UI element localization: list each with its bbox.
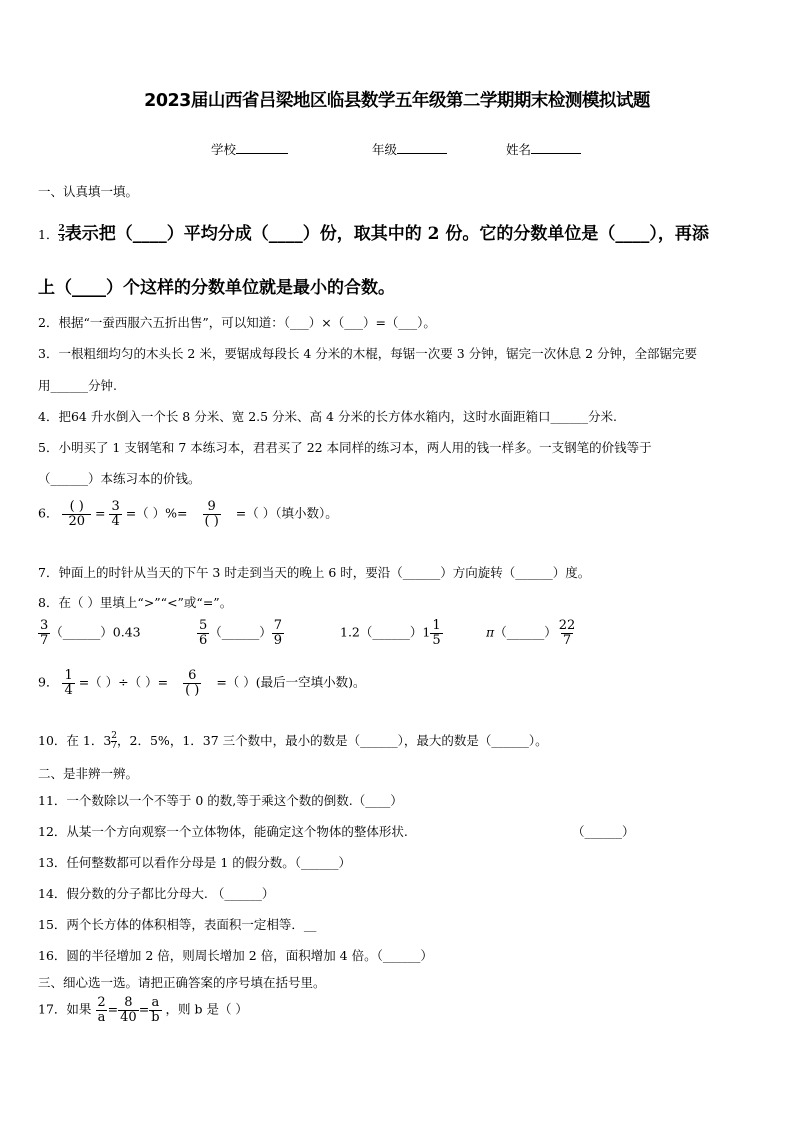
grade-blank[interactable] [397, 140, 447, 154]
question-1-line-1: 1． $\frac{2}{3}$ 表示把（____）平均分成（____）份，取其中的 2 份。它的分数单位是（____），再添 [38, 224, 709, 244]
question-4: 4．把64 升水倒入一个长 8 分米、宽 2.5 分米、高 4 分米的长方体水箱内，这时水面距箱口______分米. [38, 409, 617, 424]
school-blank[interactable] [236, 140, 288, 154]
section-1-heading: 一、认真填一填。 [38, 184, 139, 199]
question-12-answer: （______） [572, 824, 635, 839]
q8-item-c: 1.2（______）1 $\frac{1}{5}$ [340, 618, 441, 648]
repeating-decimal-fraction: $\frac{2}{7}$ [111, 731, 118, 751]
question-17: 17．如果 $\frac{2}{a}$ = $\frac{8}{40}$ = $\frac{a}{b}$ ，则 b 是（ ） [38, 995, 248, 1025]
question-16: 16．圆的半径增加 2 倍，则周长增加 2 倍，面积增加 4 倍。（______） [38, 948, 433, 963]
q8-item-b: $\frac{5}{6}$ （______） $\frac{7}{9}$ [199, 618, 283, 648]
question-8-stem: 8．在（ ）里填上“>”“<”或“=”。 [38, 595, 233, 610]
question-11: 11．一个数除以一个不等于 0 的数,等于乘这个数的倒数.（____） [38, 793, 403, 808]
question-1-fraction: $\frac{2}{3}$ [58, 224, 65, 244]
question-5-line-2: （______）本练习本的价钱。 [38, 471, 201, 486]
question-14: 14．假分数的分子都比分母大. （______） [38, 886, 275, 901]
q6-fraction-1: $\frac{( )}{20}$ [62, 500, 91, 528]
question-12: 12．从某一个方向观察一个立体物体，能确定这个物体的整体形状. [38, 824, 408, 839]
q6-fraction-3: $\frac{9}{( )}$ [204, 499, 219, 529]
q8-item-a: $\frac{3}{7}$ （______）0.43 [40, 618, 141, 648]
question-9: 9． $\frac{1}{4}$ =（ ）÷（ ）= $\frac{6}{( )}$ =（ ）(最后一空填小数)。 [38, 668, 366, 698]
page-title: 2023届山西省吕梁地区临县数学五年级第二学期期末检测模拟试题 [144, 91, 650, 111]
question-7: 7．钟面上的时针从当天的下午 3 时走到当天的晚上 6 时，要沿（______）方向旋转（______）度。 [38, 565, 591, 580]
question-13: 13．任何整数都可以看作分母是 1 的假分数。（______） [38, 855, 352, 870]
question-3-line-1: 3．一根粗细均匀的木头长 2 米，要锯成每段长 4 分米的木棍，每锯一次要 3 分钟，锯完一次休息 2 分钟，全部锯完要 [38, 346, 698, 361]
grade-field: 年级 [372, 140, 447, 158]
name-field: 姓名 [506, 140, 581, 158]
question-1-line-2: 上（____）个这样的分数单位就是最小的合数。 [38, 278, 395, 298]
q8-item-d: π（______） $\frac{22}{7}$ [486, 618, 576, 648]
section-3-heading: 三、细心选一选。请把正确答案的序号填在括号里。 [38, 975, 326, 990]
question-10: 10．在 1．3 $\frac{2}{7}$ ，2．5%，1．37 三个数中，最小的数是（______），最大的数是（______）。 [38, 731, 548, 751]
q6-fraction-2: $\frac{3}{4}$ [111, 499, 120, 529]
question-6: 6． $\frac{( )}{20}$ = $\frac{3}{4}$ =（ ）%= $\frac{9}{( )}$ =（ ）（填小数）。 [38, 499, 338, 529]
question-15: 15．两个长方体的体积相等，表面积一定相等．__ [38, 917, 317, 932]
question-5-line-1: 5．小明买了 1 支钢笔和 7 本练习本，君君买了 22 本同样的练习本，两人用的钱一样多。一支钢笔的价钱等于 [38, 440, 652, 455]
question-3-line-2: 用______分钟. [38, 378, 117, 393]
q9-fraction-1: $\frac{1}{4}$ [64, 668, 73, 698]
section-2-heading: 二、是非辨一辨。 [38, 766, 139, 781]
name-blank[interactable] [531, 140, 581, 154]
question-2: 2．根据“一蚕西服六五折出售”，可以知道：（___）×（___）=（___）。 [38, 315, 436, 330]
school-field: 学校 [211, 140, 288, 158]
q9-fraction-2: $\frac{6}{( )}$ [185, 668, 200, 698]
